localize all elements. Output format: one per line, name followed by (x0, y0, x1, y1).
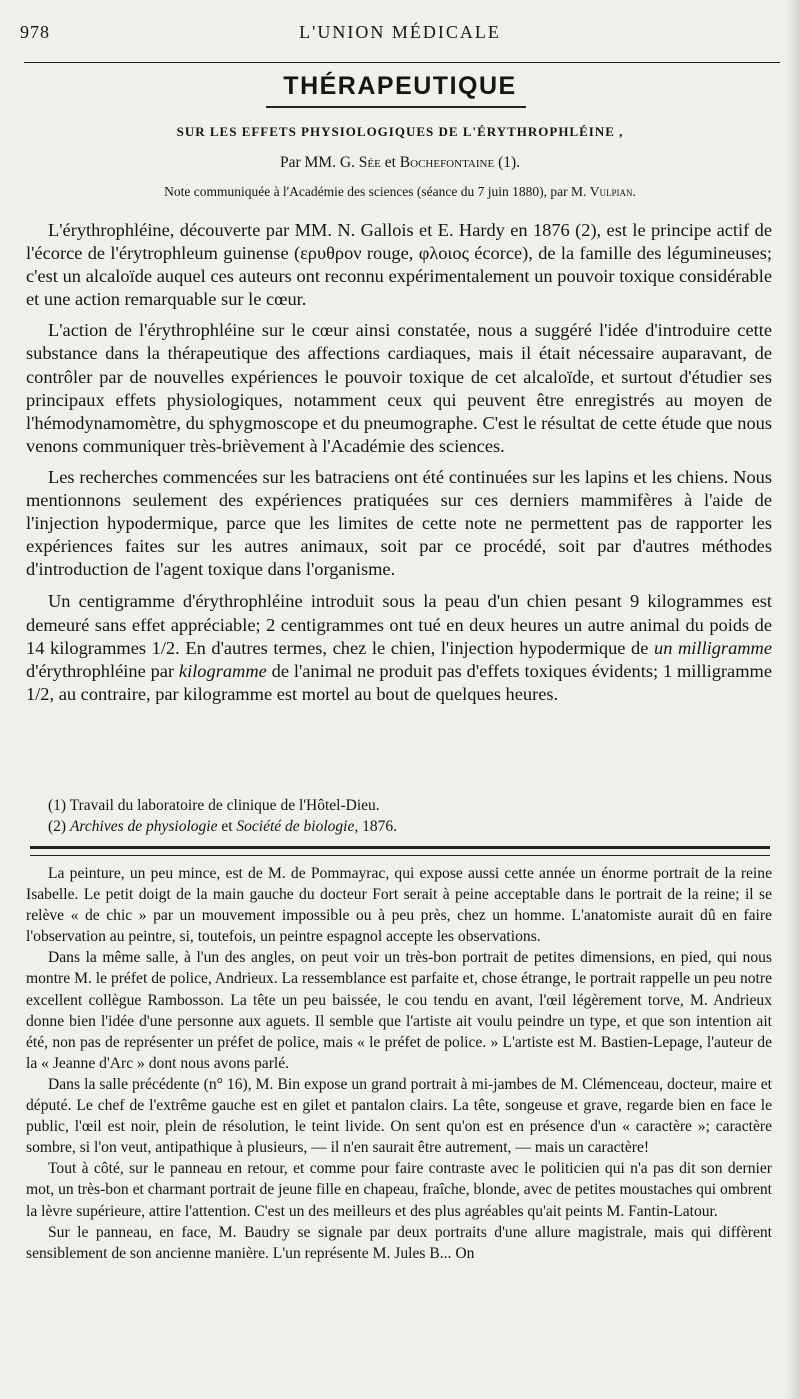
footnote-1: (1) Travail du laboratoire de clinique de l'Hôtel-Dieu. (48, 797, 380, 814)
author-see: G. Sée (339, 154, 381, 171)
header-rule (24, 62, 780, 63)
italic-text: kilogramme (178, 660, 267, 681)
note-author: Vulpian. (589, 184, 636, 199)
paragraph: Les recherches commencées sur les batraciens ont été continuées sur les lapins et les chiens. Nous mentionnons seulement des expériences pratiquées sur ces derniers mammifères à l'aide de l'injection hypodermique, parce que les limites de cette note ne permettent pas de rapporter les expériences faites sur les autres animaux, soit par ce procédé, soit par d'autres méthodes d'introduction de l'agent toxique dans l'organisme. (26, 466, 772, 580)
authors-prefix: Par MM. (279, 154, 340, 171)
italic-text: un milligramme (654, 637, 773, 658)
footnote-text: 1876. (358, 818, 397, 835)
paragraph-text: de l'animal ne produit pas d'effets toxiques évidents; 1 milligramme 1/2, au contraire, par kilogramme est mortel au bout de quelques heures. (26, 660, 772, 704)
authors-mid: et (380, 154, 400, 171)
feuilleton-paragraph: Dans la même salle, à l'un des angles, on peut voir un très-bon portrait de petites dimensions, en pied, qui nous montre M. le préfet de police, Andrieux. La ressemblance est parfaite et, chose étrange, le portrait rappelle un peu notre excellent collègue Rambosson. La tête un peu baissée, le cou tendu en avant, l'œil légèrement torve, M. Andrieux donne bien l'idée d'une personne aux aguets. Il semble que l'artiste ait voulu peindre un type, et que son intention ait été, non pas de représenter un préfet de police, mais « le préfet de police. » L'artiste est M. Bastien-Lepage, l'auteur de la « Jeanne d'Arc » dont nous avons parlé. (26, 949, 772, 1072)
footnotes (48, 795, 772, 837)
feuilleton-rule (30, 846, 770, 856)
footnote-2 (48, 816, 772, 837)
paragraph: L'érythrophléine, découverte par MM. N. Gallois et E. Hardy en 1876 (2), est le principe actif de l'écorce de l'érytrophleum guinense (ερυθρον rouge, φλοιος écorce), de la famille des légumineuses; c'est un alcaloïde auquel ces auteurs ont reconnu expérimentalement un pouvoir toxique considérable et une action remarquable sur le cœur. (26, 220, 772, 310)
section-rule (266, 106, 526, 108)
page-gutter-shadow (786, 0, 800, 1399)
paragraph: L'action de l'érythrophléine sur le cœur ainsi constatée, nous a suggéré l'idée d'introduire cette substance dans la thérapeutique des affections cardiaques, mais il était nécessaire auparavant, de contrôler par de nouvelles expériences le pouvoir toxique de cet alcaloïde, et surtout d'étudier ses principaux effets physiologiques, notamment ceux qui peuvent être enregistrés au moyen de l'hémodynamomètre, du sphygmoscope et du pneumographe. C'est le résultat de cette étude que nous venons communiquer très-brièvement à l'Académie des sciences. (26, 320, 772, 456)
author-bochefontaine: Bochefontaine (399, 154, 495, 171)
article-title: SUR LES EFFETS PHYSIOLOGIQUES DE L'ÉRYTHROPHLÉINE , (176, 124, 624, 139)
article-body (26, 219, 772, 714)
feuilleton-paragraph: La peinture, un peu mince, est de M. de Pommayrac, qui expose aussi cette année un énorme portrait de la reine Isabelle. Le petit doigt de la main gauche du docteur Fort serait à peine acceptable dans le portrait de la reine; il se relève « de chic » par un mouvement impossible ou à peu près, chez un homme. L'anatomiste aurait dû en faire l'observation au peintre, si, toutefois, un peintre espagnol accepte les observations. (26, 865, 772, 946)
section-title: THÉRAPEUTIQUE (283, 72, 517, 100)
communication-note (0, 184, 800, 200)
page-number: 978 (20, 22, 50, 42)
note-text: Note communiquée à l'Académie des sciences (séance du 7 juin 1880), par M. (164, 184, 590, 199)
feuilleton-body (26, 863, 772, 1264)
footnote-text: et (217, 818, 237, 835)
feuilleton-paragraph: Tout à côté, sur le panneau en retour, et comme pour faire contraste avec le politicien qui n'a pas dit son dernier mot, un très-bon et charmant portrait de jeune fille en chapeau, fraîche, blonde, avec de petites moustaches qui ombrent la lèvre supérieure, attire l'attention. C'est un des meilleurs et des plus agréables qu'ait peints M. Fantin-Latour. (26, 1160, 772, 1220)
feuilleton-paragraph: Sur le panneau, en face, M. Baudry se signale par deux portraits d'une allure magistrale, mais qui diffèrent sensiblement de son ancienne manière. L'un représente M. Jules B... On (26, 1223, 772, 1262)
italic-text: Archives de physiologie (69, 818, 218, 835)
paragraph (26, 590, 772, 705)
article-authors (0, 154, 800, 172)
running-head: L'UNION MÉDICALE (299, 22, 501, 42)
feuilleton-paragraph: Dans la salle précédente (n° 16), M. Bin expose un grand portrait à mi-jambes de M. Clémenceau, docteur, maire et député. Le chef de l'extrême gauche est en gilet et pantalon clairs. La tête, songeuse et grave, regarde bien en face le public, l'œil est noir, plein de résolution, le teint livide. On sent qu'on est en présence d'un « caractère »; caractère sombre, si l'on veut, antipathique à plusieurs, — il n'en saurait être autrement, — mais un caractère! (26, 1075, 772, 1157)
footnote-number: (2) (48, 818, 70, 835)
paragraph-text: Un centigramme d'érythrophléine introduit sous la peau d'un chien pesant 9 kilogrammes est demeuré sans effet appréciable; 2 centigrammes ont tué en deux heures un autre animal du poids de 14 kilogrammes 1/2. En d'autres termes, chez le chien, l'injection hypodermique de (26, 591, 772, 658)
paragraph-text: d'érythrophléine par (26, 660, 179, 681)
authors-suffix: (1). (494, 154, 521, 171)
italic-text: Société de biologie, (236, 818, 359, 835)
